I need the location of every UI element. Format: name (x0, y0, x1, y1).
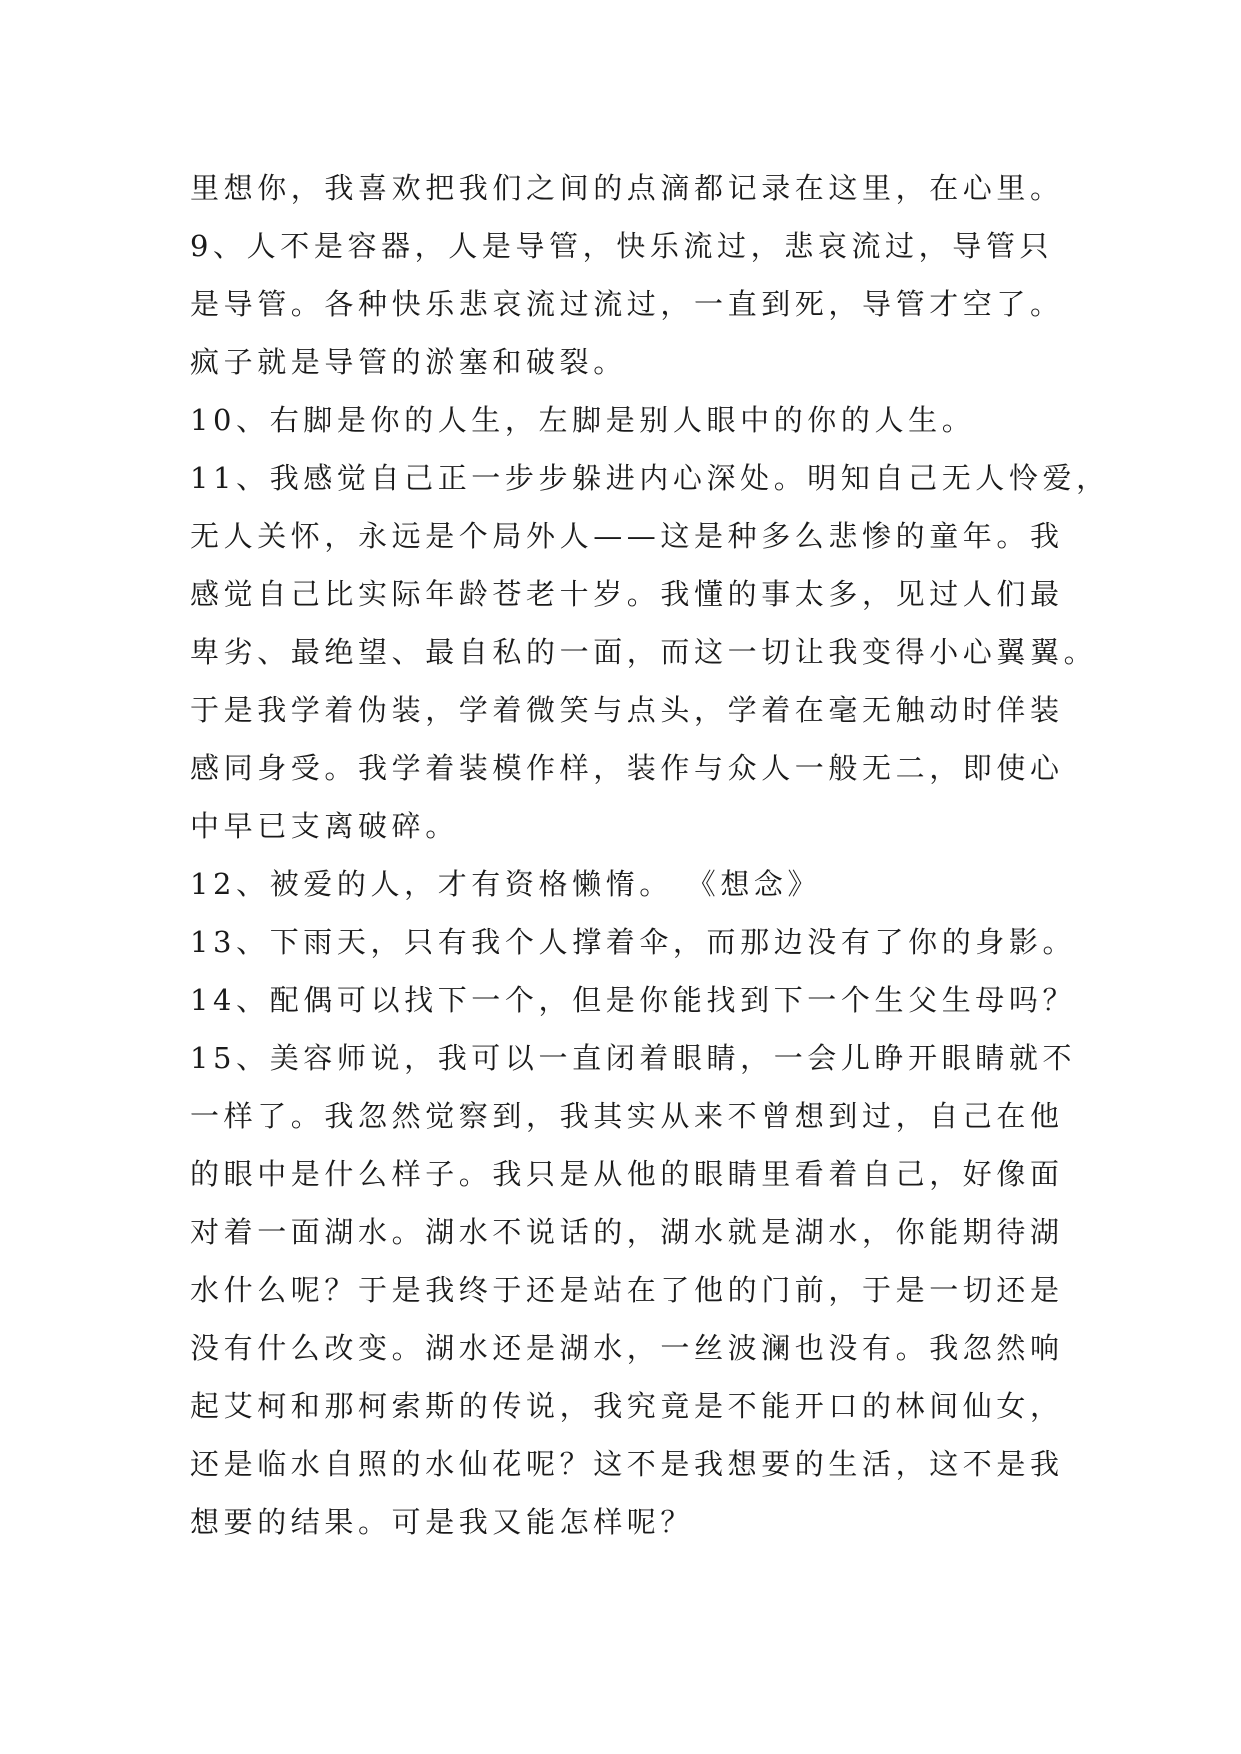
text-line: 水什么呢？于是我终于还是站在了他的门前，于是一切还是 (190, 1273, 1064, 1307)
text-line: 13、下雨天，只有我个人撑着伞，而那边没有了你的身影。 (190, 925, 1077, 959)
text-line: 12、被爱的人，才有资格懒惰。 《想念》 (190, 867, 822, 901)
text-line: 还是临水自照的水仙花呢？这不是我想要的生活，这不是我 (190, 1447, 1064, 1481)
text-line: 对着一面湖水。湖水不说话的，湖水就是湖水，你能期待湖 (190, 1215, 1064, 1249)
text-line: 疯子就是导管的淤塞和破裂。 (190, 345, 627, 379)
text-line: 没有什么改变。湖水还是湖水，一丝波澜也没有。我忽然响 (190, 1331, 1064, 1365)
text-line: 的眼中是什么样子。我只是从他的眼睛里看着自己，好像面 (190, 1157, 1064, 1191)
text-line: 里想你，我喜欢把我们之间的点滴都记录在这里，在心里。 (190, 171, 1064, 205)
text-line: 起艾柯和那柯索斯的传说，我究竟是不能开口的林间仙女， (190, 1389, 1064, 1423)
text-line: 15、美容师说，我可以一直闭着眼睛，一会儿睁开眼睛就不 (190, 1041, 1077, 1075)
text-line: 是导管。各种快乐悲哀流过流过，一直到死，导管才空了。 (190, 287, 1064, 321)
text-line: 感觉自己比实际年龄苍老十岁。我懂的事太多，见过人们最 (190, 577, 1064, 611)
text-line: 一样了。我忽然觉察到，我其实从来不曾想到过，自己在他 (190, 1099, 1064, 1133)
text-line: 卑劣、最绝望、最自私的一面，而这一切让我变得小心翼翼。 (190, 635, 1098, 669)
text-line: 9、人不是容器，人是导管，快乐流过，悲哀流过，导管只 (190, 229, 1054, 263)
text-line: 10、右脚是你的人生，左脚是别人眼中的你的人生。 (190, 403, 976, 437)
text-line: 想要的结果。可是我又能怎样呢？ (190, 1505, 695, 1539)
document-body (190, 159, 1110, 1551)
text-line: 中早已支离破碎。 (190, 809, 459, 843)
text-line: 11、我感觉自己正一步步躲进内心深处。明知自己无人怜爱， (190, 461, 1110, 495)
text-line: 14、配偶可以找下一个，但是你能找到下一个生父生母吗？ (190, 983, 1077, 1017)
text-line: 无人关怀，永远是个局外人——这是种多么悲惨的童年。我 (190, 519, 1064, 553)
text-line: 感同身受。我学着装模作样，装作与众人一般无二，即使心 (190, 751, 1064, 785)
text-line: 于是我学着伪装，学着微笑与点头，学着在毫无触动时佯装 (190, 693, 1064, 727)
